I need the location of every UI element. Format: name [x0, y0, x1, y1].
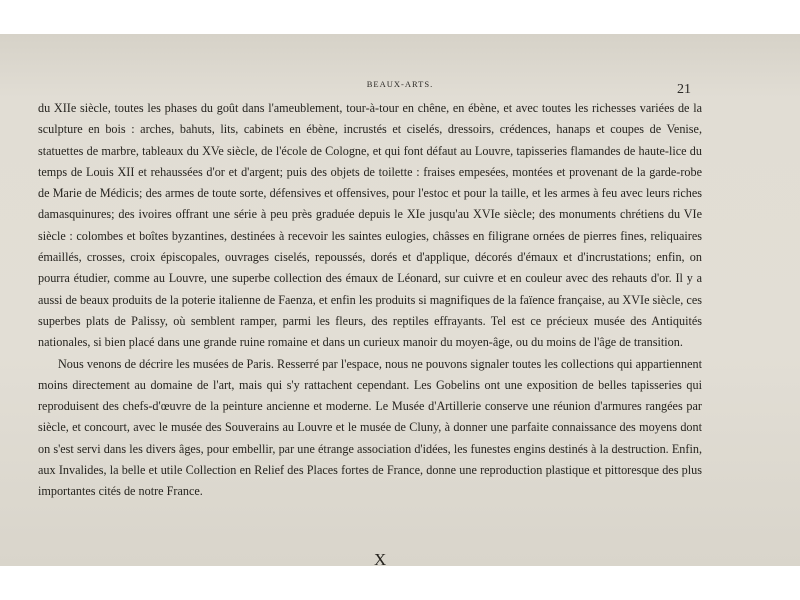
paragraph: Nous venons de décrire les musées de Paris. Resserré par l'espace, nous ne pouvons signaler toutes les collections qui appartiennent moins directement au domaine de l'art, mais qui s'y rattachent cependant. Les Gobelins ont une exposition de belles tapisseries qui reproduisent des chefs-d'œuvre de la peinture ancienne et moderne. Le Musée d'Artillerie conserve une réunion d'armures rangées par siècle, et concourt, avec le musée des Souverains au Louvre et le musée de Cluny, à donner une parfaite connaissance des moyens dont on s'est servi dans les divers âges, pour embellir, par une étrange association d'idées, les funestes engins destinés à la destruction. Enfin, aux Invalides, la belle et utile Collection en Relief des Places fortes de France, donne une reproduction plastique et pittoresque des plus importantes cités de notre France. [38, 356, 702, 499]
running-head: BEAUX-ARTS. [366, 79, 434, 89]
section-heading-letter: X [374, 550, 387, 566]
paragraph: du XIIe siècle, toutes les phases du goût dans l'ameublement, tour-à-tour en chêne, en ébène, et avec toutes les richesses variées de la sculpture en bois : arches, bahuts, lits, cabinets en ébène, incrustés et ciselés, dressoirs, crédences, hanaps et coupes de Venise, statuettes de marbre, tableaux du XVe siècle, de l'école de Cologne, et qui font défaut au Louvre, tapisseries flamandes de haute-lice du temps de Louis XII et rehaussées d'or et d'argent; puis des objets de toilette : fraises empesées, montées et provenant de la garde-robe de Marie de Médicis; des armes de toute sorte, défensives et offensives, pour l'estoc et pour la taille, et les armes à feu avec leurs riches damasquinures; des ivoires offrant une série à peu près graduée depuis le XIe jusqu'au XVIe siècle; des monuments chrétiens du VIe siècle : colombes et boîtes byzantines, destinées à recevoir les saintes eulogies, châsses en filigrane ornées de pierres fines, reliquaires émaillés, crosses, croix épiscopales, ouvrages ciselés, repoussés, dorés et d'applique, décorés d'émaux et d'incrustations; enfin, on pourra étudier, comme au Louvre, une superbe collection des émaux de Léonard, sur cuivre et en couleur avec des rehauts d'or. Il y a aussi de beaux produits de la poterie italienne de Faenza, et enfin les produits si magnifiques de la faïence française, au XVIe siècle, ces superbes plats de Palissy, où semblent ramper, parmi les fleurs, des reptiles effrayants. Tel est ce précieux musée des Antiquités nationales, si bien placé dans une grande ruine romaine et dans un curieux manoir du moyen-âge, ou du moins de l'âge de transition. [38, 101, 702, 350]
page-number: 21 [677, 82, 691, 97]
body-text [38, 98, 702, 503]
book-page [0, 34, 800, 566]
